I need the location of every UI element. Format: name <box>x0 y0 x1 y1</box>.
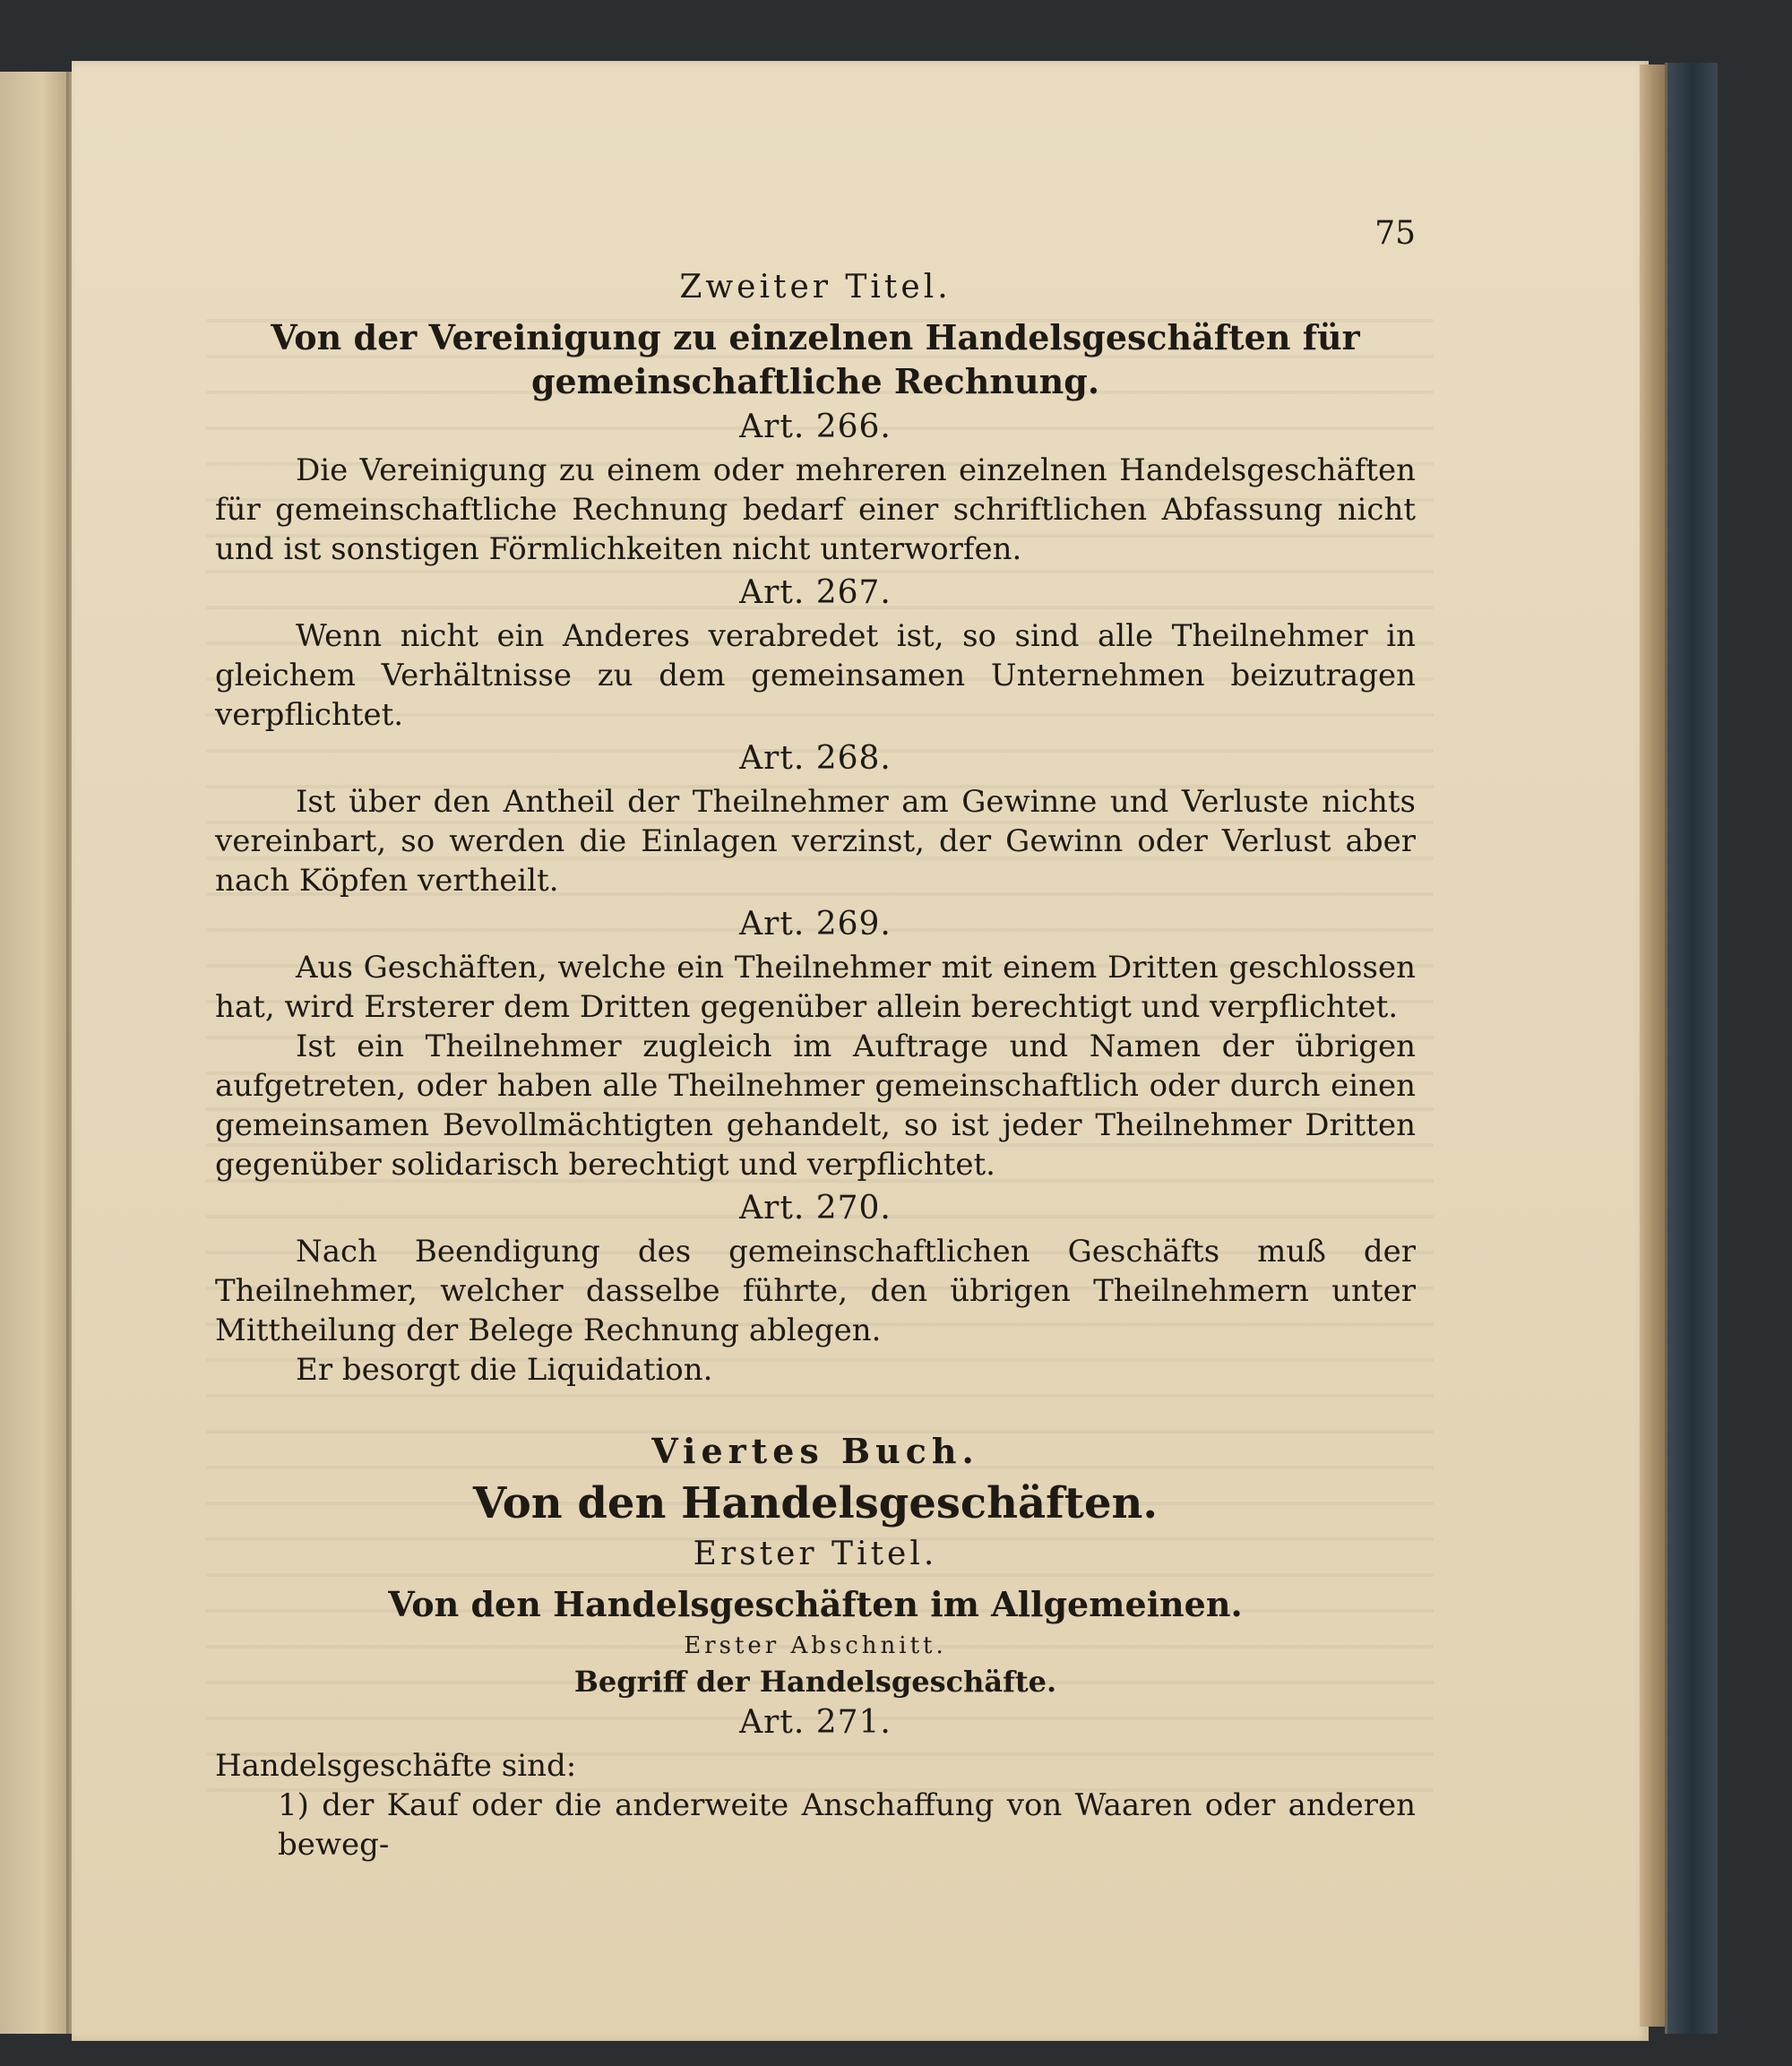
title-heading: Von der Vereinigung zu einzelnen Handelsgeschäften für gemeinschaftliche Rechnung. <box>271 317 1360 401</box>
article-text: Er besorgt die Liquidation. <box>296 1352 713 1389</box>
section-heading: Begriff der Handelsgeschäfte. <box>573 1664 1057 1699</box>
article-label-267: Art. 267. <box>739 574 892 612</box>
article-text: Ist über den Antheil der Theilnehmer am Gewinne und Verluste nichts vereinbart, so werden die Einlagen verzinst, der Gewinn oder Verlust aber nach Köpfen vertheilt. <box>215 784 1416 900</box>
article-text: Nach Beendigung des gemeinschaftlichen Geschäfts muß der Theilnehmer, welcher dasselbe führte, den übrigen Theilnehmern unter Mittheilung der Belege Rechnung ablegen. <box>215 1234 1416 1349</box>
book-label: Viertes Buch. <box>651 1431 979 1472</box>
book-cover <box>1665 63 1718 2034</box>
article-text: Die Vereinigung zu einem oder mehreren einzelnen Handelsgeschäften für gemeinschaftliche Rechnung bedarf einer schriftlichen Abfassung nicht und ist sonstigen Förmlichkeiten nicht unterworfen. <box>215 452 1416 568</box>
article-label-271: Art. 271. <box>739 1703 892 1741</box>
title-label-2: Erster Titel. <box>693 1536 938 1573</box>
article-text: Ist ein Theilnehmer zugleich im Auftrage und Namen der übrigen aufgetreten, oder haben alle Theilnehmer gemeinschaftlich oder durch einen gemeinsamen Bevollmächtigten gehandelt, so ist jeder Theilnehmer Dritten gegenüber solidarisch berechtigt und verpflichtet. <box>215 1029 1416 1184</box>
page-number: 75 <box>1374 215 1416 252</box>
section-label: Erster Abschnitt. <box>684 1631 947 1659</box>
left-page-edge <box>0 72 70 2034</box>
title-heading-2: Von den Handelsgeschäften im Allgemeinen. <box>388 1584 1243 1625</box>
list-item: 1) der Kauf oder die anderweite Anschaffung von Waaren oder anderen beweg- <box>278 1786 1416 1863</box>
page-stack-edge <box>1640 65 1667 2027</box>
book-heading: Von den Handelsgeschäften. <box>472 1478 1159 1529</box>
article-label-268: Art. 268. <box>739 740 892 778</box>
article-label-266: Art. 266. <box>739 409 892 446</box>
title-label: Zweiter Titel. <box>679 269 952 306</box>
article-text: Aus Geschäften, welche ein Theilnehmer mit einem Dritten geschlossen hat, wird Ersterer dem Dritten gegenüber allein berechtigt und verpflichtet. <box>215 950 1416 1026</box>
article-text: Wenn nicht ein Anderes verabredet ist, so sind alle Theilnehmer in gleichem Verhältnisse zu dem gemeinsamen Unternehmen beizutragen verpflichtet. <box>215 618 1416 734</box>
page-content <box>215 269 1416 1864</box>
article-label-270: Art. 270. <box>739 1190 892 1227</box>
article-label-269: Art. 269. <box>739 906 892 943</box>
article-text: Handelsgeschäfte sind: <box>215 1747 577 1784</box>
